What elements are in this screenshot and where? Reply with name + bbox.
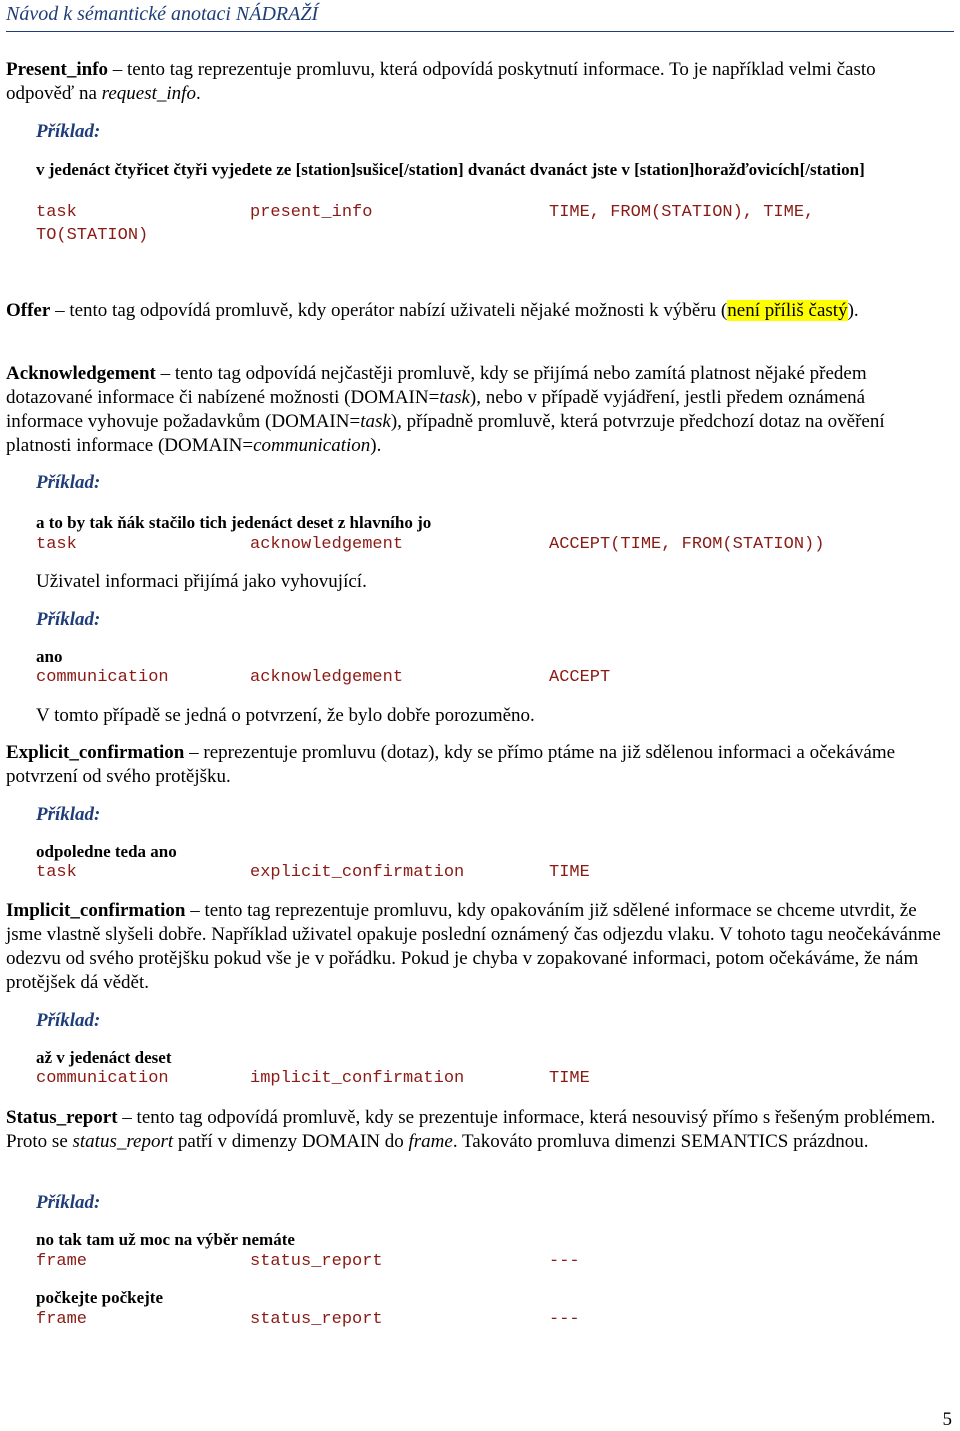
dialogue-act-tag: acknowledgement bbox=[250, 668, 404, 687]
document-header: Návod k sémantické anotaci NÁDRAŽÍ bbox=[6, 2, 954, 32]
status-report-tag-ref: status_report bbox=[72, 1131, 174, 1152]
status-report-text-2: patří v dimenzy DOMAIN do bbox=[173, 1131, 409, 1152]
offer-desc: – tento tag odpovídá promluvě, kdy operátor nabízí uživateli nějaké možnosti k výběru ( bbox=[50, 300, 728, 321]
dialogue-act-semantics: TIME bbox=[549, 1069, 590, 1088]
term-status-report: Status_report bbox=[6, 1107, 118, 1128]
example-utterance: v jedenáct čtyřicet čtyři vyjedete ze [station]sušice[/station] dvanáct dvanáct jste v [station]horažďovicích[/station] bbox=[36, 160, 865, 179]
status-report-domain-ref: frame bbox=[408, 1131, 453, 1152]
example-label: Příklad: bbox=[36, 609, 101, 630]
dialogue-act-semantics-cont: TO(STATION) bbox=[36, 226, 149, 245]
dialogue-act-domain: communication bbox=[36, 1069, 169, 1088]
status-report-paragraph bbox=[6, 1106, 946, 1154]
dialogue-act-semantics: --- bbox=[549, 1252, 580, 1271]
dialogue-act-semantics: ACCEPT(TIME, FROM(STATION)) bbox=[549, 535, 825, 554]
example-utterance: odpoledne teda ano bbox=[36, 842, 177, 861]
term-acknowledgement: Acknowledgement bbox=[6, 363, 156, 384]
example-utterance: počkejte počkejte bbox=[36, 1288, 163, 1307]
example-note: Uživatel informaci přijímá jako vyhovující. bbox=[36, 571, 367, 592]
example-utterance: no tak tam už moc na výběr nemáte bbox=[36, 1230, 295, 1249]
implicit-confirmation-desc: – tento tag reprezentuje promluvu, kdy opakováním již sdělené informace se chceme utvrdit, že jsme vlastně slyšeli dobře. Například uživatel opakuje poslední oznámený čas odjezdu vlaku. V tohoto tagu neočekávánme odezvu od svého protějšku pokud vše je v pořádku. Pokud je chyba v zopakované informaci, potom očekáváme, že nám protějšek dá vědět. bbox=[6, 900, 941, 993]
example-note: V tomto případě se jedná o potvrzení, že bylo dobře porozuměno. bbox=[36, 705, 535, 726]
dialogue-act-tag: status_report bbox=[250, 1252, 383, 1271]
ack-text-2: ), nebo v případě vyjádření, jestli předem oznámená informace vyhovuje požadavkům (DOMAIN= bbox=[6, 387, 866, 432]
ack-domain-3: communication bbox=[253, 435, 371, 456]
present-info-desc: – tento tag reprezentuje promluvu, která odpovídá poskytnutí informace. To je například velmi často odpověď na bbox=[6, 59, 876, 104]
dialogue-act-semantics: ACCEPT bbox=[549, 668, 611, 687]
example-label: Příklad: bbox=[36, 1010, 101, 1031]
ack-domain-1: task bbox=[439, 387, 470, 408]
dialogue-act-semantics: --- bbox=[549, 1310, 580, 1329]
dialogue-act-domain: frame bbox=[36, 1310, 88, 1329]
offer-paragraph bbox=[6, 299, 946, 323]
dialogue-act-domain: frame bbox=[36, 1252, 88, 1271]
dialogue-act-tag: explicit_confirmation bbox=[250, 863, 465, 882]
implicit-confirmation-paragraph bbox=[6, 899, 946, 995]
dialogue-act-domain: task bbox=[36, 535, 77, 554]
ack-domain-2: task bbox=[360, 411, 391, 432]
status-report-text-1: – tento tag odpovídá promluvě, kdy se prezentuje informace, která nesouvisý přímo s řešeným problémem. Proto se bbox=[6, 1107, 936, 1152]
ack-text-1: – tento tag odpovídá nejčastěji promluvě, kdy se přijímá nebo zamítá platnost nějaké předem dotazované informace či nabízené možnosti (DOMAIN= bbox=[6, 363, 867, 408]
term-present-info: Present_info bbox=[6, 59, 109, 80]
term-offer: Offer bbox=[6, 300, 51, 321]
present-info-paragraph bbox=[6, 58, 946, 106]
page-number: 5 bbox=[942, 1409, 952, 1430]
example-label: Příklad: bbox=[36, 472, 101, 493]
dialogue-act-domain: task bbox=[36, 203, 77, 222]
example-label: Příklad: bbox=[36, 804, 101, 825]
dialogue-act-tag: implicit_confirmation bbox=[250, 1069, 465, 1088]
term-implicit-confirmation: Implicit_confirmation bbox=[6, 900, 186, 921]
ack-text-3: ), případně promluvě, která potvrzuje předchozí dotaz na ověření platnosti informace (DOMAIN= bbox=[6, 411, 885, 456]
example-utterance: až v jedenáct deset bbox=[36, 1048, 172, 1067]
explicit-confirmation-paragraph bbox=[6, 741, 946, 789]
dialogue-act-tag: acknowledgement bbox=[250, 535, 404, 554]
example-utterance: ano bbox=[36, 647, 63, 666]
present-info-ref: request_info bbox=[101, 83, 196, 104]
offer-end: ). bbox=[847, 300, 859, 321]
dialogue-act-domain: communication bbox=[36, 668, 169, 687]
explicit-confirmation-desc: – reprezentuje promluvu (dotaz), kdy se přímo ptáme na již sdělenou informaci a očekáváme potvrzení od svého protějšku. bbox=[6, 742, 896, 787]
present-info-end: . bbox=[195, 83, 201, 104]
dialogue-act-semantics: TIME, FROM(STATION), TIME, bbox=[549, 203, 815, 222]
dialogue-act-semantics: TIME bbox=[549, 863, 590, 882]
ack-text-4: ). bbox=[370, 435, 382, 456]
offer-highlight: není příliš častý bbox=[727, 300, 848, 321]
example-label: Příklad: bbox=[36, 1192, 101, 1213]
status-report-text-3: . Takováto promluva dimenzi SEMANTICS prázdnou. bbox=[452, 1131, 869, 1152]
term-explicit-confirmation: Explicit_confirmation bbox=[6, 742, 185, 763]
dialogue-act-domain: task bbox=[36, 863, 77, 882]
dialogue-act-tag: present_info bbox=[250, 203, 373, 222]
example-label: Příklad: bbox=[36, 121, 101, 142]
acknowledgement-paragraph bbox=[6, 362, 946, 458]
dialogue-act-tag: status_report bbox=[250, 1310, 383, 1329]
example-utterance: a to by tak ňák stačilo tich jedenáct deset z hlavního jo bbox=[36, 513, 432, 532]
